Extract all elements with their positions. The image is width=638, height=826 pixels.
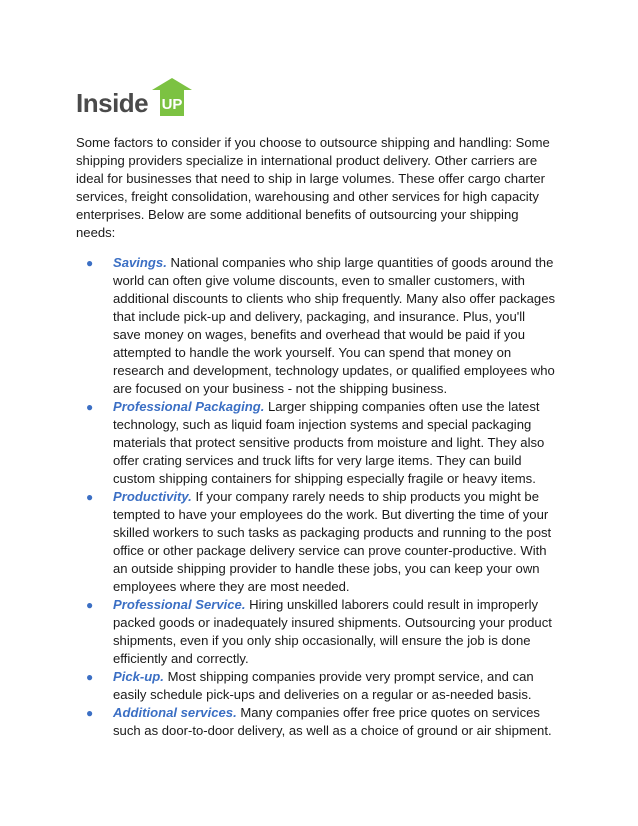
benefit-item [76,254,556,398]
bullet-dot-icon: ● [86,598,94,612]
benefit-term: Professional Packaging. [113,399,265,414]
intro-paragraph: Some factors to consider if you choose to outsource shipping and handling: Some shipping providers specialize in international product delivery. Other carriers are ideal for businesses that need to ship in large volumes. These offer cargo charter services, freight consolidation, warehousing and other services for high capacity enterprises. Below are some additional benefits of outsourcing your shipping needs: [76,135,550,240]
benefit-text: Most shipping companies provide very prompt service, and can easily schedule pick-ups and deliveries on a regular or as-needed basis. [113,669,534,702]
article-body [76,134,556,740]
logo-wordmark: Inside [76,88,149,118]
benefit-item [76,488,556,596]
logo-up-text: UP [161,96,183,113]
benefit-item [76,704,556,740]
benefit-text: Larger shipping companies often use the latest technology, such as liquid foam injection systems and special packaging materials that protect sensitive products from moisture and light. They also offer crating services and truck lifts for very large items. They can build custom shipping containers for shipping especially fragile or heavy items. [113,399,545,486]
bullet-dot-icon: ● [86,706,94,720]
benefit-text: National companies who ship large quantities of goods around the world can often give volume discounts, even to smaller customers, with additional discounts to clients who ship frequently. Many also offer packages that include pick-up and delivery, packaging, and insurance. Plus, you'll save money on wages, benefits and overhead that would be paid if you attempted to handle the work yourself. You can spend that money on research and development, technology updates, or qualified employees who are focused on your business - not the shipping business. [113,255,556,396]
benefit-term: Professional Service. [113,597,246,612]
benefits-list [76,254,556,740]
bullet-dot-icon: ● [86,670,94,684]
insideup-logo [76,76,206,122]
benefit-term: Additional services. [113,705,237,720]
bullet-dot-icon: ● [86,490,94,504]
benefit-term: Productivity. [113,489,192,504]
benefit-term: Savings. [113,255,167,270]
benefit-text: If your company rarely needs to ship products you might be tempted to have your employees do the work. But diverting the time of your skilled workers to such tasks as packaging products and running to the post office or other package delivery service can prove counter-productive. With an outside shipping provider to handle these jobs, you can keep your own employees where they are most needed. [113,489,552,594]
benefit-item [76,398,556,488]
benefit-term: Pick-up. [113,669,164,684]
benefit-text: Hiring unskilled laborers could result in improperly packed goods or inadequately insured shipments. Outsourcing your product shipments, even if you only ship occasionally, will ensure the job is done efficiently and correctly. [113,597,552,666]
bullet-dot-icon: ● [86,400,94,414]
bullet-dot-icon: ● [86,256,94,270]
benefit-item [76,668,556,704]
up-arrow-logo-icon [146,76,198,120]
benefit-item [76,596,556,668]
benefit-text: Many companies offer free price quotes on services such as door-to-door delivery, as well as a choice of ground or air shipment. [113,705,552,738]
